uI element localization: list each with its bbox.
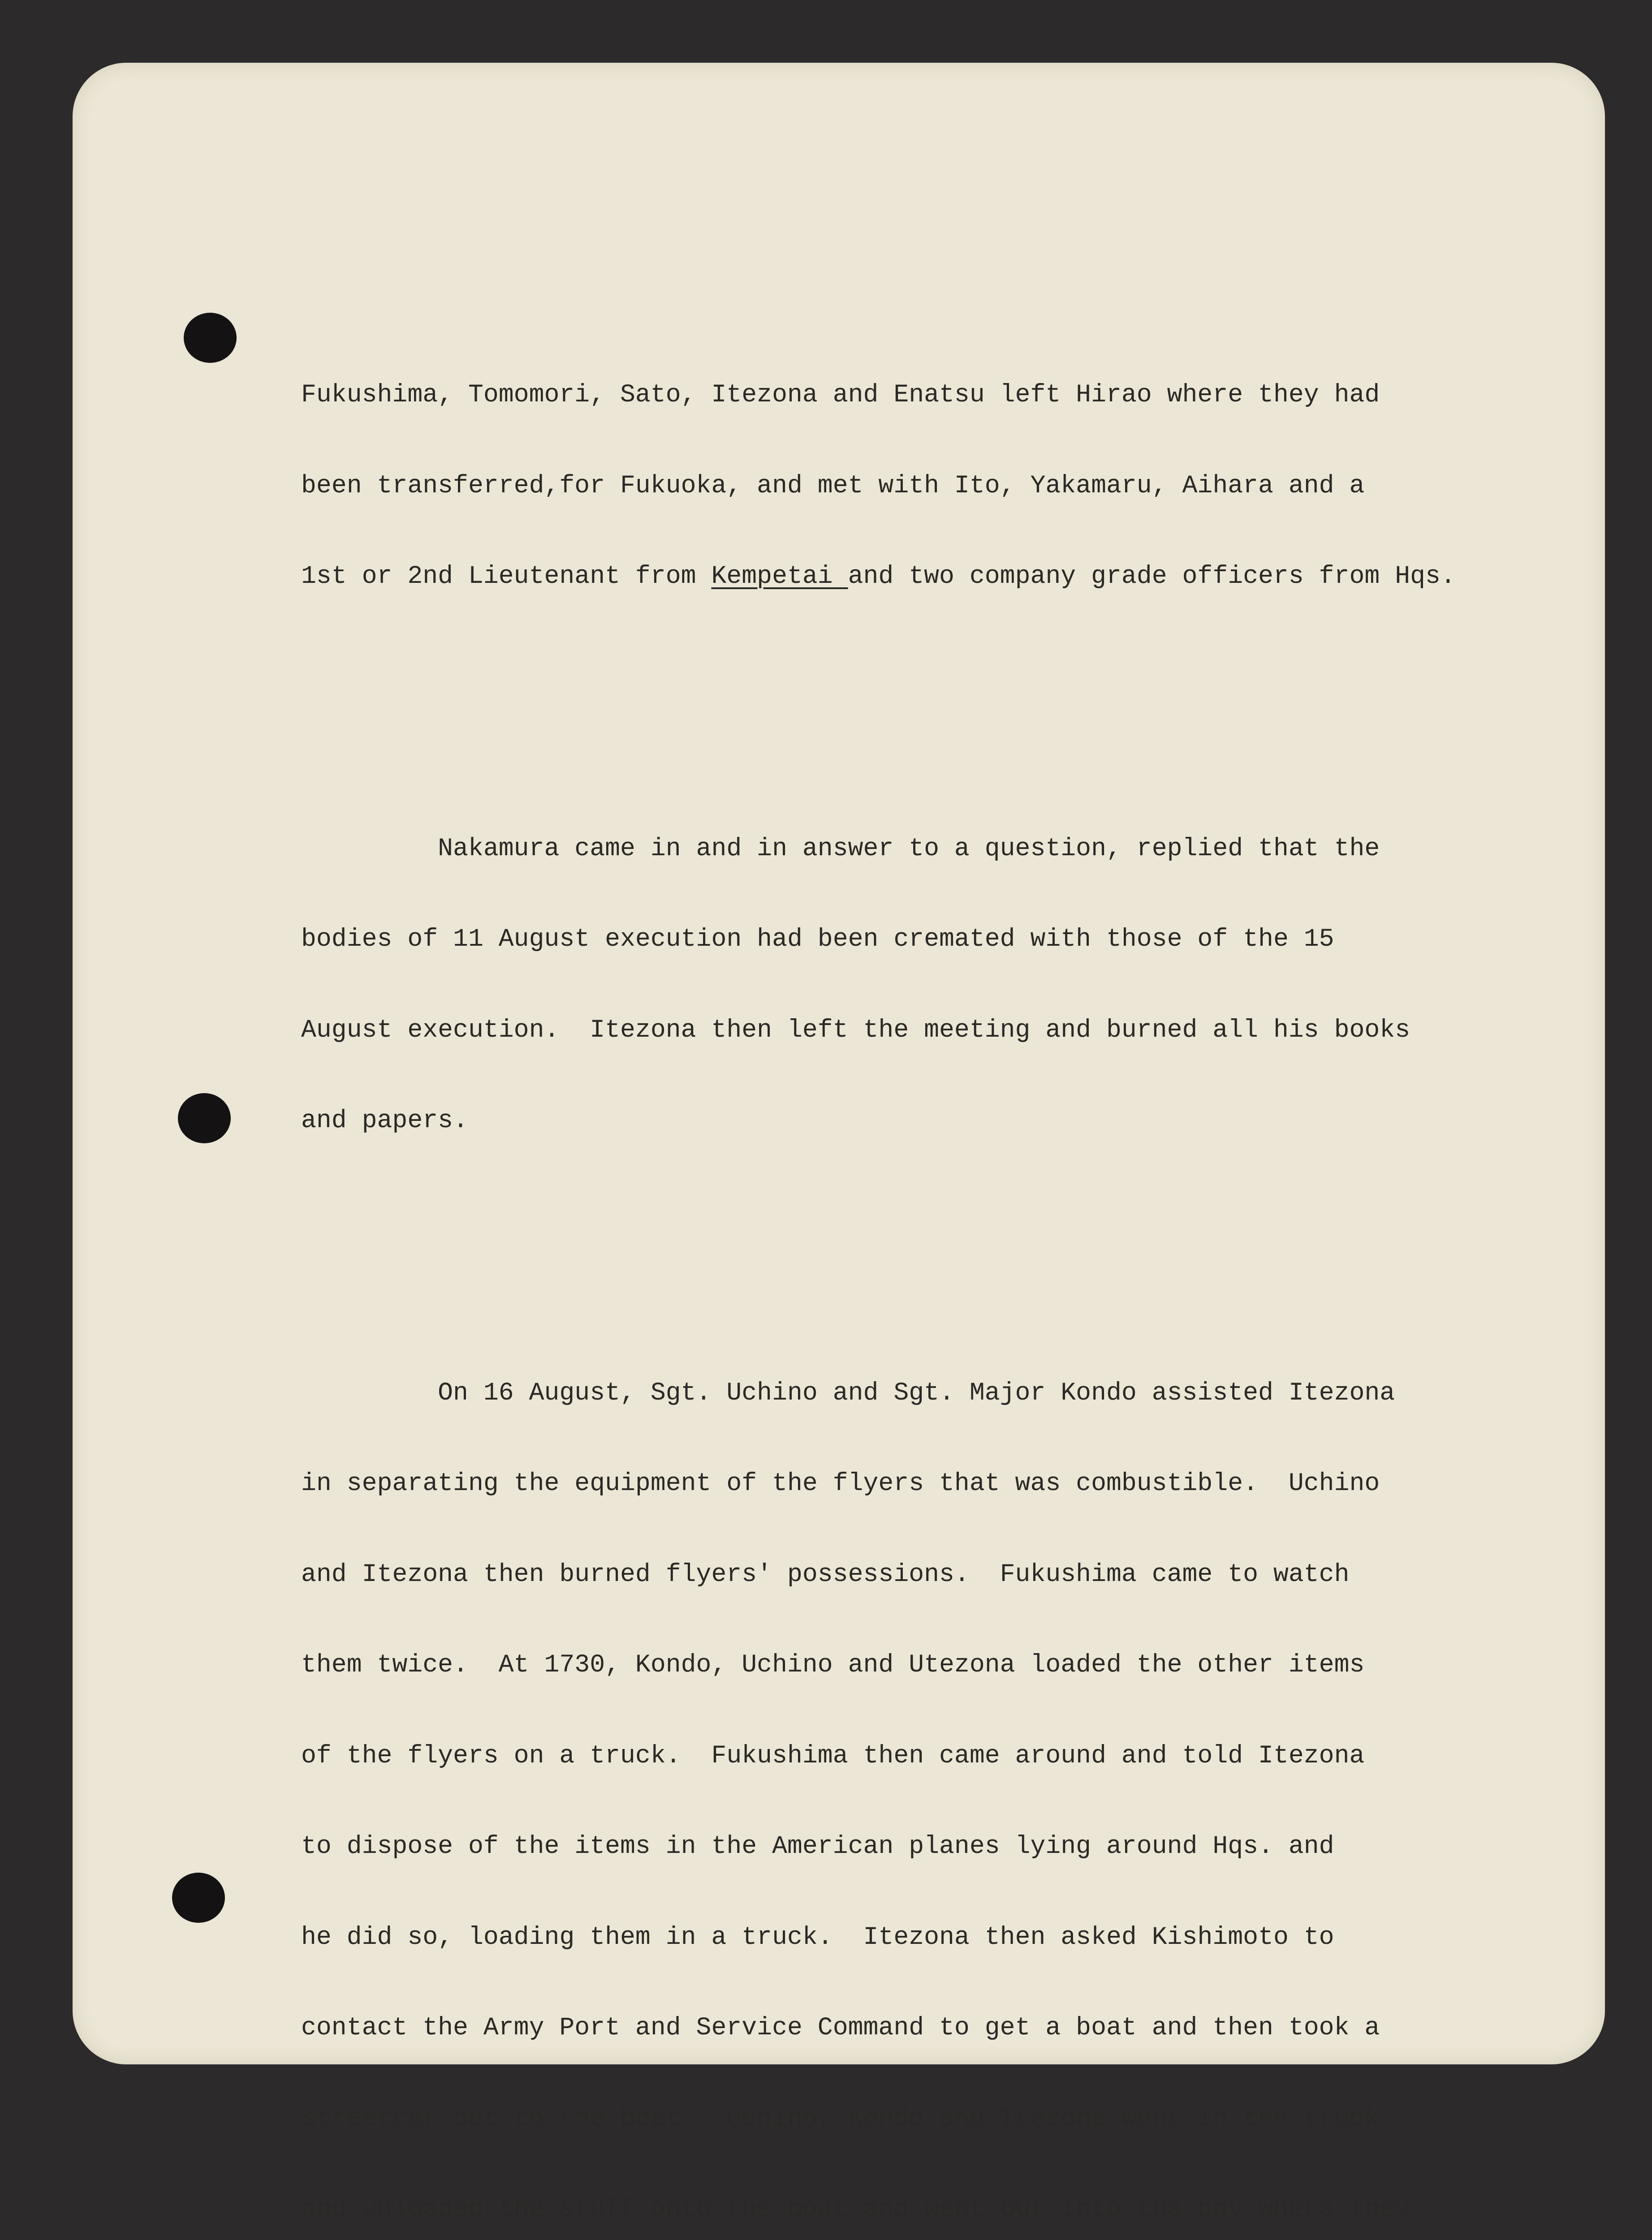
text-line: to dispose of the items in the American planes lying around Hqs. and [301, 1831, 1511, 1862]
punch-hole-top [184, 313, 237, 363]
punch-hole-middle [178, 1093, 231, 1143]
text-line: contact the Army Port and Service Command to get a boat and then took a [301, 2013, 1511, 2043]
text-line: and papers. [301, 1106, 1511, 1136]
text-line: Nakamura came in and in answer to a question, replied that the [301, 834, 1511, 864]
text-line: August execution. Itezona then left the meeting and burned all his books [301, 1015, 1511, 1046]
text-line: On 16 August, Sgt. Uchino and Sgt. Major Kondo assisted Itezona [301, 1378, 1511, 1409]
text-line: them twice. At 1730, Kondo, Uchino and Utezona loaded the other items [301, 1650, 1511, 1680]
text-segment: and two company grade officers from Hqs. [848, 562, 1456, 590]
text-line: streetcar out to the boat. Uchino, Kondo and Itezona went in the truck [301, 2104, 1511, 2134]
paragraph-3 [301, 1318, 1511, 2240]
text-line: been transferred,for Fukuoka, and met with Ito, Yakamaru, Aihara and a [301, 471, 1511, 501]
text-line: Fukushima, Tomomori, Sato, Itezona and Enatsu left Hirao where they had [301, 380, 1511, 410]
underlined-term: Kempetai [711, 562, 848, 590]
text-line: and unloaded the stuff onto the boat and went out into the bay where they [301, 2194, 1511, 2225]
text-line: of the flyers on a truck. Fukushima then came around and told Itezona [301, 1741, 1511, 1771]
paragraph-1 [301, 319, 1511, 652]
paragraph-2 [301, 773, 1511, 1197]
text-line [301, 561, 1511, 592]
punch-hole-bottom [172, 1873, 225, 1923]
text-line: bodies of 11 August execution had been cremated with those of the 15 [301, 924, 1511, 955]
text-line: and Itezona then burned flyers' possessions. Fukushima came to watch [301, 1559, 1511, 1590]
text-line: he did so, loading them in a truck. Itezona then asked Kishimoto to [301, 1922, 1511, 1953]
text-line: in separating the equipment of the flyers that was combustible. Uchino [301, 1469, 1511, 1499]
typed-text-body [301, 259, 1511, 2240]
text-segment: 1st or 2nd Lieutenant from [301, 562, 711, 590]
